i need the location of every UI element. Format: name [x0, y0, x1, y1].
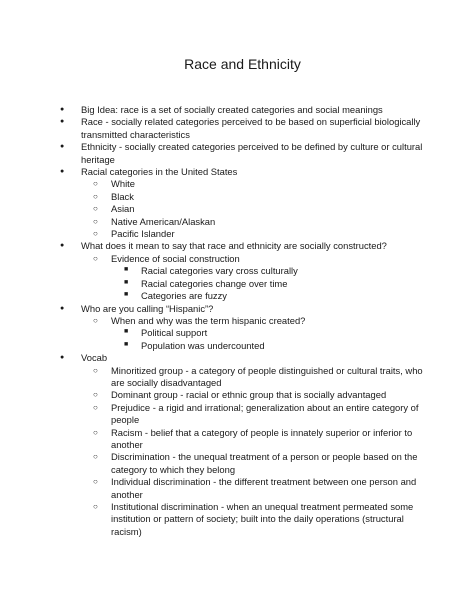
list-item — [87, 365, 434, 390]
document-title: Race and Ethnicity — [184, 56, 301, 72]
circle-bullet-icon: ○ — [93, 204, 98, 214]
list-item — [87, 402, 434, 427]
circle-bullet-icon: ○ — [93, 229, 98, 239]
item-text: Racial categories change over time — [141, 277, 288, 289]
racial-categories-list — [81, 178, 434, 240]
item-text: When and why was the term hispanic created? — [111, 314, 306, 326]
list-item — [57, 116, 434, 141]
list-item — [57, 352, 434, 538]
item-text: Asian — [111, 203, 135, 215]
circle-bullet-icon: ○ — [93, 216, 98, 226]
list-item — [117, 278, 434, 290]
list-item — [57, 240, 434, 302]
circle-bullet-icon: ○ — [93, 179, 98, 189]
item-text: Who are you calling “Hispanic”? — [81, 302, 214, 314]
item-text: Individual discrimination - the different treatment between one person and another — [111, 476, 417, 500]
bullet-icon: ● — [60, 118, 65, 126]
list-item — [87, 178, 434, 190]
evidence-list — [111, 265, 434, 302]
circle-bullet-icon: ○ — [93, 191, 98, 201]
item-text: Race - socially related categories perceived to be based on superficial biologically transmitted characteristics — [81, 116, 421, 140]
item-text: Evidence of social construction — [111, 252, 240, 264]
bullet-icon: ● — [60, 354, 65, 362]
item-text: Ethnicity - socially created categories perceived to be defined by culture or cultural heritage — [81, 141, 423, 165]
outline-list — [57, 104, 434, 538]
item-text: Prejudice - a rigid and irrational; generalization about an entire category of people — [111, 401, 419, 426]
list-item — [87, 191, 434, 203]
item-text: Categories are fuzzy — [141, 290, 227, 302]
bullet-icon: ● — [60, 168, 65, 176]
circle-bullet-icon: ○ — [93, 315, 98, 325]
circle-bullet-icon: ○ — [93, 365, 98, 375]
item-text: Discrimination - the unequal treatment of a person or people based on the category to which they belong — [111, 451, 418, 475]
item-text: What does it mean to say that race and ethnicity are socially constructed? — [81, 240, 387, 252]
circle-bullet-icon: ○ — [93, 253, 98, 263]
item-text: Big Idea: race is a set of socially created categories and social meanings — [81, 104, 383, 115]
item-text: Racial categories in the United States — [81, 166, 238, 178]
social-construction-list — [81, 253, 434, 303]
list-item — [57, 166, 434, 240]
vocab-list — [81, 365, 434, 539]
item-text: Minoritized group - a category of people distinguished or cultural traits, who are socially disadvantaged — [111, 364, 423, 388]
list-item — [87, 315, 434, 352]
list-item — [117, 340, 434, 352]
list-item — [87, 476, 434, 501]
item-text: Vocab — [81, 352, 108, 364]
item-text: Dominant group - racial or ethnic group that is socially advantaged — [111, 389, 387, 401]
item-text: Population was undercounted — [141, 339, 265, 351]
hispanic-points-list — [111, 327, 434, 352]
square-bullet-icon: ■ — [124, 291, 129, 299]
circle-bullet-icon: ○ — [93, 402, 98, 412]
hispanic-list — [81, 315, 434, 352]
list-item — [87, 451, 434, 476]
list-item — [87, 253, 434, 303]
square-bullet-icon: ■ — [124, 328, 129, 336]
list-item — [57, 303, 434, 353]
list-item — [87, 203, 434, 215]
list-item — [87, 216, 434, 228]
bullet-icon: ● — [60, 106, 65, 113]
list-item — [87, 389, 434, 401]
list-item — [87, 427, 434, 452]
item-text: Pacific Islander — [111, 228, 175, 240]
item-text: Political support — [141, 327, 208, 339]
item-text: Racism - belief that a category of people is innately superior or inferior to another — [111, 426, 413, 450]
list-item — [57, 141, 434, 166]
circle-bullet-icon: ○ — [93, 502, 98, 511]
item-text: White — [111, 178, 135, 190]
list-item — [117, 290, 434, 302]
list-item — [57, 104, 434, 116]
list-item — [87, 501, 434, 538]
item-text: Native American/Alaskan — [111, 215, 216, 227]
list-item — [117, 265, 434, 277]
item-text: Black — [111, 190, 134, 202]
item-text: Institutional discrimination - when an unequal treatment permeated some institution or pattern of society; built into the daily operations (structural racism) — [111, 501, 414, 537]
bullet-icon: ● — [60, 242, 65, 250]
circle-bullet-icon: ○ — [93, 452, 98, 462]
item-text: Racial categories vary cross culturally — [141, 265, 298, 277]
circle-bullet-icon: ○ — [93, 390, 98, 400]
circle-bullet-icon: ○ — [93, 427, 98, 437]
list-item — [87, 228, 434, 240]
list-item — [117, 327, 434, 339]
circle-bullet-icon: ○ — [93, 477, 98, 487]
square-bullet-icon: ■ — [124, 340, 129, 348]
bullet-icon: ● — [60, 143, 65, 151]
bullet-icon: ● — [60, 304, 65, 312]
square-bullet-icon: ■ — [124, 266, 129, 274]
square-bullet-icon: ■ — [124, 278, 129, 286]
